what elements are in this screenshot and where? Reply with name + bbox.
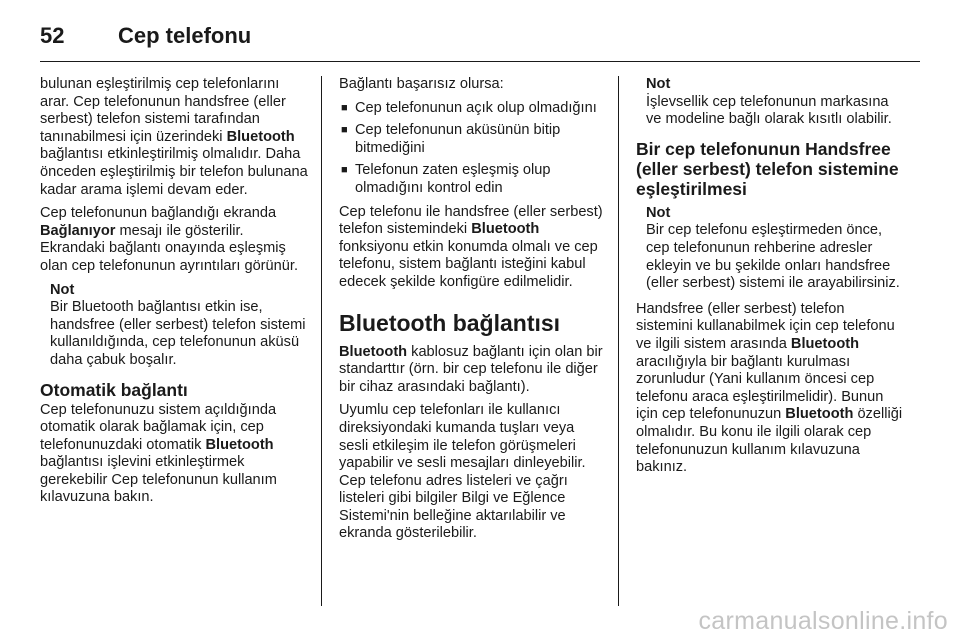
- list-item: ■ Cep telefonunun aküsünün bitip bitmediğini: [341, 122, 561, 156]
- square-bullet-icon: ■: [341, 124, 348, 137]
- paragraph-auto-connection: Cep telefonunuzu sistem açıldığında otomatik olarak bağlamak için, cep telefonunuzdaki otomatik Bluetooth bağlantısı işlevini etkinleştirmek gerekebilir Cep telefonunun kullanım kılavuzuna bakın.: [40, 401, 277, 506]
- list-item: ■ Cep telefonunun açık olup olmadığını: [341, 99, 597, 116]
- note-title: Not: [646, 76, 671, 92]
- paragraph-failed: Bağlantı başarısız olursa:: [339, 76, 504, 92]
- note-battery: [50, 282, 308, 370]
- column-3: [636, 76, 904, 483]
- page-number: 52: [40, 23, 65, 48]
- heading-bluetooth: Bluetooth bağlantısı: [339, 309, 561, 336]
- column-2: [339, 76, 607, 549]
- heading-pairing: Bir cep telefonunun Handsfree (eller serbest) telefon sistemine eşleştirilmesi: [636, 138, 899, 199]
- note-text: Bir cep telefonu eşleştirmeden önce, cep telefonunun rehberine adresler ekleyin ve bu şekilde onları handsfree (eller serbest) sistemi ile arayabilirsiniz.: [646, 222, 900, 292]
- column-divider-1: [321, 76, 322, 606]
- note-phonebook: [646, 205, 904, 293]
- check-list: [339, 100, 607, 198]
- page-title: Cep telefonu: [118, 23, 252, 48]
- paragraph-config: Cep telefonu ile handsfree (eller serbest) telefon sistemindeki Bluetooth fonksiyonu etkin konumda olmalı ve cep telefonu, sistem bağlantı isteğini kabul edecek şekilde konfigüre edilmelidir.: [339, 203, 603, 290]
- paragraph-bluetooth-def: Bluetooth kablosuz bağlantı için olan bir standarttır (örn. bir cep telefonu ile diğer bir cihaz arasındaki bağlantı).: [339, 343, 603, 395]
- square-bullet-icon: ■: [341, 164, 348, 177]
- column-divider-2: [618, 76, 619, 606]
- column-1: [40, 76, 308, 513]
- page-header: [40, 16, 251, 56]
- note-functionality: [646, 76, 904, 129]
- square-bullet-icon: ■: [341, 101, 348, 114]
- heading-auto-connection: Otomatik bağlantı: [40, 379, 188, 400]
- list-item: ■ Telefonun zaten eşleşmiş olup olmadığını kontrol edin: [341, 162, 551, 196]
- note-text: İşlevsellik cep telefonunun markasına ve modeline bağlı olarak kısıtlı olabilir.: [646, 93, 892, 128]
- paragraph-handsfree: Handsfree (eller serbest) telefon sistemini kullanabilmek için cep telefonu ve ilgili sistem arasında Bluetooth aracılığıyla bir bağlantı kurulması zorunludur (Yani kullanım öncesi cep telefonu araca eşleştirilmelidir). Bunun için cep telefonunuzun Bluetooth özelliği olmalıdır. Bu konu ile ilgili olarak cep telefonunuzun kullanım kılavuzuna bakınız.: [636, 300, 903, 476]
- paragraph-compatible-phones: Uyumlu cep telefonları ile kullanıcı direksiyondaki kumanda tuşları veya sesli etkileşim ile telefon görüşmeleri yapabilir ve sesli mesajları dinleyebilir. Cep telefonu adres listeleri ve çağrı listeleri gibi bilgiler Bilgi ve Eğlence Sistemi'nin belleğine aktarılabilir ve ekranda gösterilebilir.: [339, 402, 586, 542]
- note-title: Not: [50, 281, 75, 298]
- note-text: Bir Bluetooth bağlantısı etkin ise, handsfree (eller serbest) telefon sistemi kullanıldığında, cep telefonunun aküsü daha çabuk boşalır.: [50, 299, 306, 368]
- watermark: carmanualsonline.info: [698, 607, 948, 635]
- note-title: Not: [646, 204, 671, 221]
- paragraph-search: bulunan eşleştirilmiş cep telefonlarını arar. Cep telefonunun handsfree (eller serbest) telefon sistemi tarafından tanınabilmesi için üzerindeki Bluetooth bağlantısı etkinleştirilmiş olmalıdır. Daha önceden eşleştirilmiş bir telefon bulunana kadar arama işlemi devam eder.: [40, 76, 308, 198]
- header-rule: [40, 61, 920, 62]
- paragraph-connecting: Cep telefonunun bağlandığı ekranda Bağlanıyor mesajı ile gösterilir. Ekrandaki bağlantı onayında eşleşmiş olan cep telefonunun ayrıntıları görünür.: [40, 205, 298, 274]
